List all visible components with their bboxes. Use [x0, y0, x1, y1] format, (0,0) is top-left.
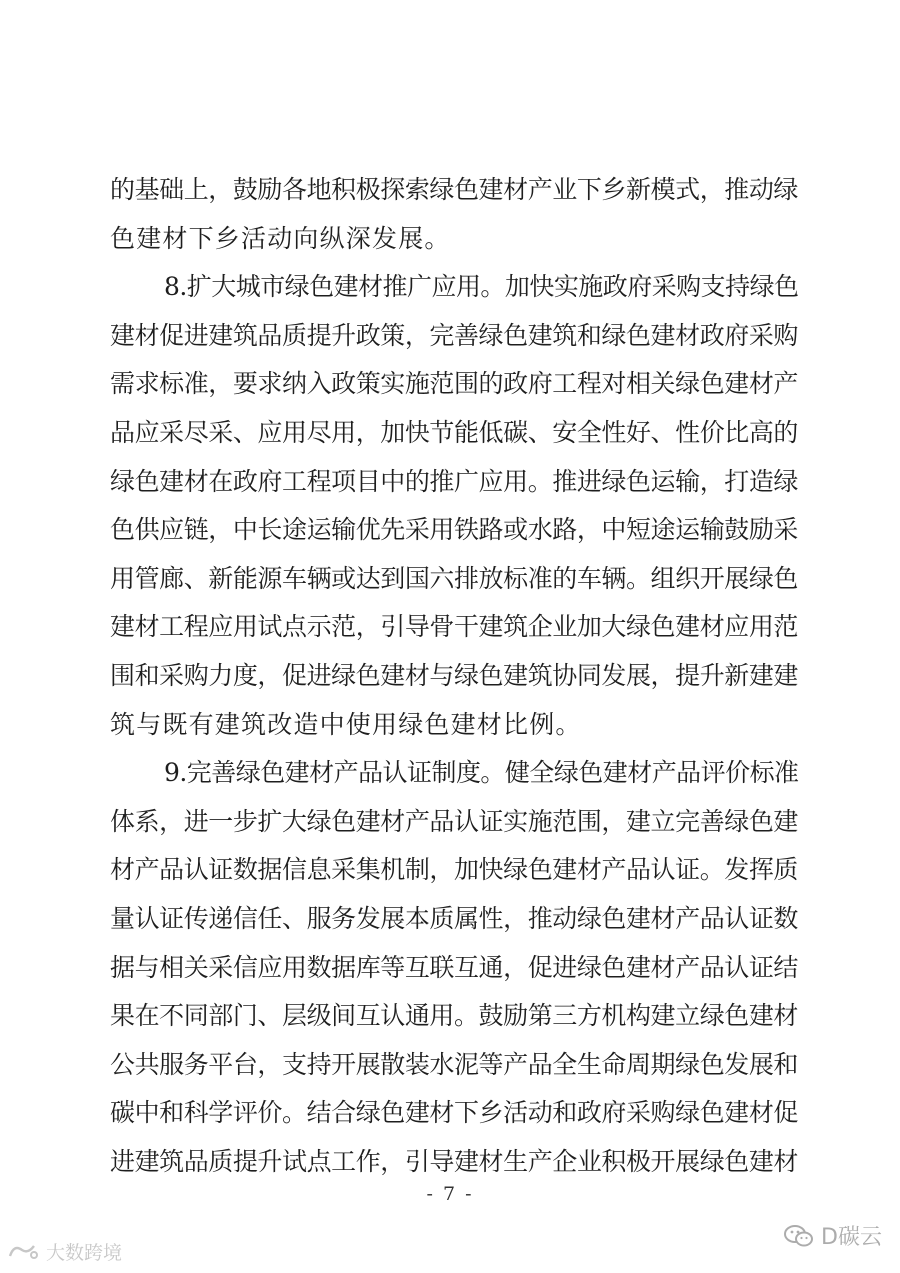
text-line: 9.完善绿色建材产品认证制度。健全绿色建材产品评价标准 — [164, 758, 799, 788]
body-text — [110, 166, 800, 1186]
text-line: 色建材下乡活动向纵深发展。 — [110, 223, 451, 253]
text-line: 公共服务平台，支持开展散装水泥等产品全生命周期绿色发展和 — [110, 1049, 798, 1079]
watermark-right-text: D碳云 — [821, 1225, 882, 1250]
text-line: 绿色建材在政府工程项目中的推广应用。推进绿色运输，打造绿 — [110, 466, 798, 496]
text-line: 品应采尽采、应用尽用，加快节能低碳、安全性好、性价比高的 — [110, 417, 798, 447]
watermark-left-text: 大数跨境 — [46, 1242, 123, 1264]
sohu-logo-icon — [6, 1242, 40, 1262]
text-line: 筑与既有建筑改造中使用绿色建材比例。 — [110, 709, 582, 739]
text-line: 据与相关采信应用数据库等互联互通，促进绿色建材产品认证结 — [110, 952, 798, 982]
text-line: 建材促进建筑品质提升政策，完善绿色建筑和绿色建材政府采购 — [110, 320, 798, 350]
text-line: 材产品认证数据信息采集机制，加快绿色建材产品认证。发挥质 — [110, 855, 798, 885]
text-line: 8.扩大城市绿色建材推广应用。加快实施政府采购支持绿色 — [164, 272, 799, 302]
watermark-right — [783, 1220, 882, 1251]
text-line: 体系，进一步扩大绿色建材产品认证实施范围，建立完善绿色建 — [110, 806, 798, 836]
text-line: 的基础上，鼓励各地积极探索绿色建材产业下乡新模式，推动绿 — [110, 175, 798, 204]
text-line: 用管廊、新能源车辆或达到国六排放标准的车辆。组织开展绿色 — [110, 563, 798, 593]
text-line: 碳中和科学评价。结合绿色建材下乡活动和政府采购绿色建材促 — [110, 1098, 798, 1128]
text-line: 果在不同部门、层级间互认通用。鼓励第三方机构建立绿色建材 — [110, 1001, 798, 1031]
watermark-left — [6, 1238, 122, 1265]
text-line: 建材工程应用试点示范，引导骨干建筑企业加大绿色建材应用范 — [110, 612, 798, 642]
text-line: 量认证传递信任、服务发展本质属性，推动绿色建材产品认证数 — [110, 903, 798, 933]
text-line: 进建筑品质提升试点工作，引导建材生产企业积极开展绿色建材 — [110, 1146, 798, 1176]
text-line: 围和采购力度，促进绿色建材与绿色建筑协同发展，提升新建建 — [110, 660, 798, 690]
wechat-icon — [783, 1223, 815, 1249]
page-number: - 7 - — [426, 1183, 474, 1205]
text-line: 需求标准，要求纳入政策实施范围的政府工程对相关绿色建材产 — [110, 369, 798, 399]
text-line: 色供应链，中长途运输优先采用铁路或水路，中短途运输鼓励采 — [110, 515, 798, 545]
